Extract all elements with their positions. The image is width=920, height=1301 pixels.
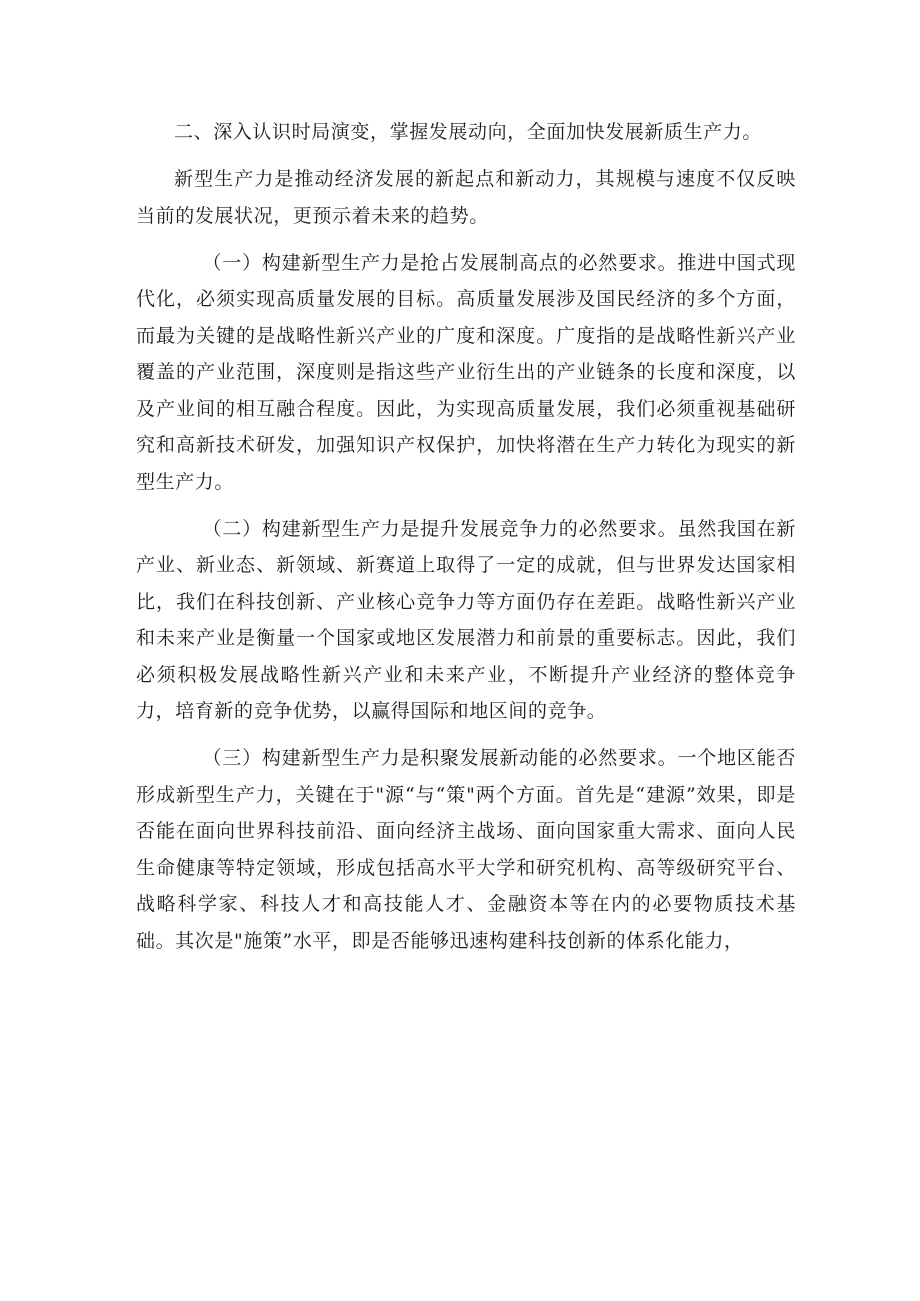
section-heading: 二、深入认识时局演变，掌握发展动向，全面加快发展新质生产力。 xyxy=(174,121,763,143)
paragraph-section-2: （二）构建新型生产力是提升发展竞争力的必然要求。虽然我国在新产业、新业态、新领域、新赛道上取得了一定的成就，但与世界发达国家相比，我们在科技创新、产业核心竞争力等方面仍存在差距。战略性新兴产业和未来产业是衡量一个国家或地区发展潜力和前景的重要标志。因此，我们必须积极发展战略性新兴产业和未来产业，不断提升产业经济的整体竞争力，培育新的竞争优势，以赢得国际和地区间的竞争。 xyxy=(136,517,796,722)
intro-paragraph: 新型生产力是推动经济发展的新起点和新动力，其规模与速度不仅反映当前的发展状况，更预示着未来的趋势。 xyxy=(136,168,796,227)
paragraph-section-1: （一）构建新型生产力是抢占发展制高点的必然要求。推进中国式现代化，必须实现高质量发展的目标。高质量发展涉及国民经济的多个方面，而最为关键的是战略性新兴产业的广度和深度。广度指的是战略性新兴产业覆盖的产业范围，深度则是指这些产业衍生出的产业链条的长度和深度，以及产业间的相互融合程度。因此，为实现高质量发展，我们必须重视基础研究和高新技术研发，加强知识产权保护，加快将潜在生产力转化为现实的新型生产力。 xyxy=(136,251,796,493)
document-body xyxy=(136,114,796,970)
paragraph-section-3: （三）构建新型生产力是积聚发展新动能的必然要求。一个地区能否形成新型生产力，关键在于"源“与“策"两个方面。首先是“建源”效果，即是否能在面向世界科技前沿、面向经济主战场、面向国家重大需求、面向人民生命健康等特定领域，形成包括高水平大学和研究机构、高等级研究平台、战略科学家、科技人才和高技能人才、金融资本等在内的必要物质技术基础。其次是"施策”水平，即是否能够迅速构建科技创新的体系化能力， xyxy=(136,747,796,952)
